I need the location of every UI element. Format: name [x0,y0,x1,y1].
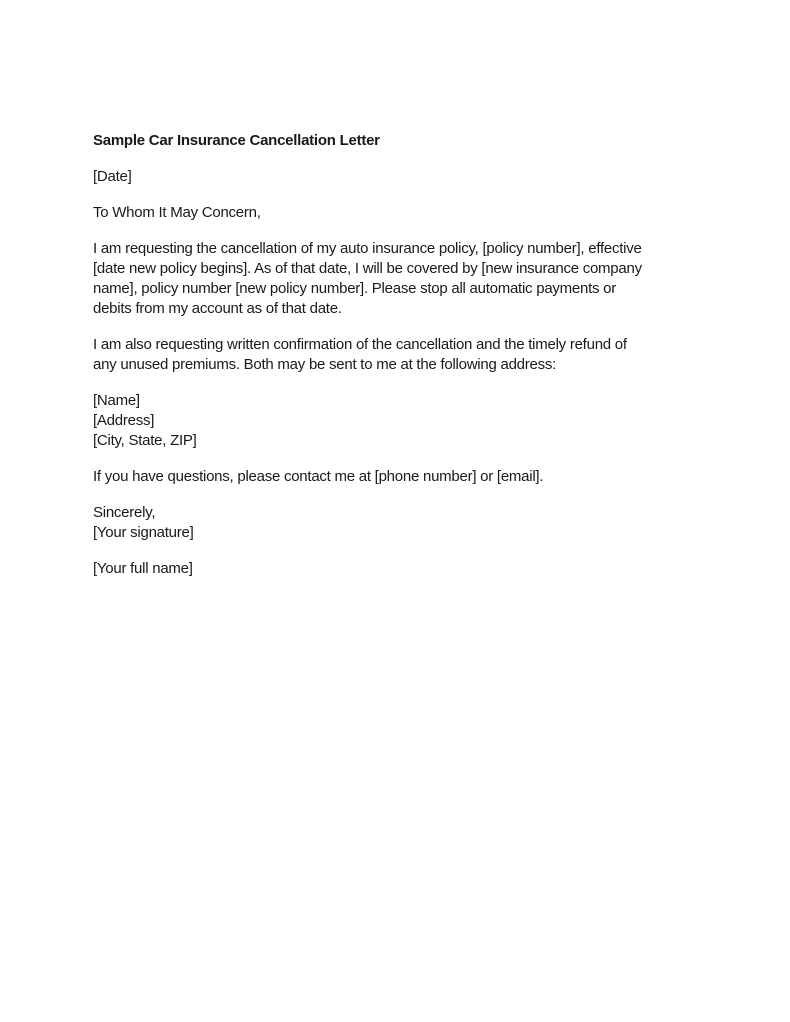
paragraph-line: I am requesting the cancellation of my auto insurance policy, [policy number], effective [93,240,642,257]
signature-placeholder: [Your signature] [93,524,194,541]
date-placeholder: [Date] [93,168,132,185]
closing: Sincerely, [93,504,156,521]
address-block [93,391,713,451]
address-street: [Address] [93,412,155,429]
address-city-state-zip: [City, State, ZIP] [93,432,197,449]
paragraph-line: I am also requesting written confirmation of the cancellation and the timely refund of [93,336,627,353]
paragraph-line: debits from my account as of that date. [93,300,342,317]
contact-line: If you have questions, please contact me at [phone number] or [email]. [93,468,544,485]
letter-title: Sample Car Insurance Cancellation Letter [93,132,380,149]
salutation: To Whom It May Concern, [93,204,261,221]
full-name-placeholder: [Your full name] [93,560,193,577]
paragraph-line: any unused premiums. Both may be sent to me at the following address: [93,356,557,373]
cancellation-request-paragraph [93,239,713,319]
paragraph-line: [date new policy begins]. As of that date, I will be covered by [new insurance company [93,260,642,277]
address-name: [Name] [93,392,140,409]
confirmation-request-paragraph [93,335,713,375]
paragraph-line: name], policy number [new policy number]. Please stop all automatic payments or [93,280,617,297]
letter-page [93,131,713,595]
closing-block [93,503,713,543]
